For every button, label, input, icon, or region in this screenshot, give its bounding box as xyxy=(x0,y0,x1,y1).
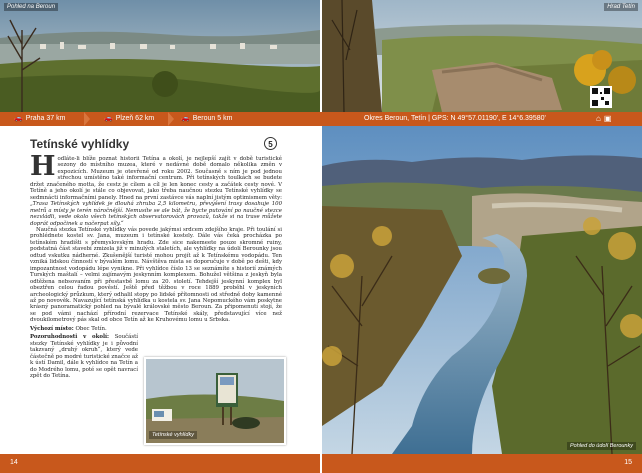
right-photo-caption: Pohled do údolí Berounky xyxy=(567,442,636,450)
page-number-right: 15 xyxy=(624,459,632,466)
paragraph-2: Naučná stezka Tetínské vyhlídky vás povede jakýmsi srdcem zdejšího kraje. Při toulání si prohlédnete kostel sv. Jana, muzeum i tetínské kostely. Dále vás čeká procházka po tetínském hradišti s přemyslovským hradu. Zde sice nakemeete pouze skromné ruiny, podstatná část stavebí zmizela již v minulých staletích, ale vyhlídky na údolí Berounky jsou odtud vskutku nádherné. Zkušenější turisté mohou projít až k Tetínskému vodopádu. Ten vzniká lidskou činností v bývalém lomu. Návštěva místa se doporučuje v době po dešti, kdy impozantnost vodopádu lépe vynikne. Při vyhlídce číslo 13 se seznámíte s historií známých Turských maštalí – velmi zajímavým jeskynním komplexem. Bohužel většina z jeskyň byla odtěžena nebsovaním při přestavbě lomu za 20. století. Tehdejší jeskynní komplex byl obeztřen celou řadou pověstí. Ještě před těžbou v roce 1889 proběhl v jeskyních archeologický průzkum, který odhalil stopy po lidské přítomnosti od středně doby kamenné až po novověk. Navazující tetínská vyhlídka u kostela sv. Jana Nepomuckého vám poskytne krásný panoramatický pohled na bývalé královské město Beroun. Za připomenutí stojí, že se pod vámi nachází přírodní rezervace Tetínské skály, představující více než dvoukilometrový pás skal od obce Tetín až ke Kruhovému lomu u Srbska. xyxy=(30,226,282,324)
qr-code xyxy=(590,86,612,108)
berounka-valley-photo xyxy=(322,126,642,454)
car-icon: 🚗 xyxy=(104,115,113,122)
inset-photo xyxy=(144,357,286,445)
distance-praha: 🚗 Praha 37 km xyxy=(14,112,65,126)
separator-arrow xyxy=(168,112,174,126)
beroun-view-photo xyxy=(0,0,320,112)
footer-bar-left xyxy=(0,454,320,473)
gps-location: Okres Beroun, Tetín | GPS: N 49°57.01190', E 14°6.39580' xyxy=(364,115,546,122)
separator-arrow xyxy=(84,112,90,126)
info-icon: ▣ xyxy=(603,114,612,123)
photo-caption: Hrad Tetín xyxy=(604,3,638,11)
tetin-castle-photo xyxy=(322,0,642,112)
nearby-attractions: Pozoruhodnosti v okolí: Součástí stezky Tetínské vyhlídky je i původní takzvaný „druhý okruh“, který vede částečně po modré turistické značce až k ústí Damil, dále k vyhlídce na Tetín a do Modrého lomu, poté se opět navrací zpět do Tetína. xyxy=(30,334,138,379)
paragraph-1-quote: „Trasa Tetínských vyhlídek je dlouhá zhruba 2,5 kilometru, převýšení trasy dosahuje 100 metrů a místy je terén náročnější. Nemusíte se ale bát, že bycte putování po naučné stezce nezvládli, vede okolo všech tetínských observatorovách provozů, takže si na trase můžete doprát odpočinek a načerpat síly.“ xyxy=(30,201,282,227)
inset-photo-caption: Tetínské vyhlídky xyxy=(149,431,197,439)
info-bar xyxy=(0,112,642,126)
castle-icon: ⌂ xyxy=(596,114,601,123)
start-point: Výchozí místo: Obec Tetín. xyxy=(30,325,107,332)
distance-plzen: 🚗 Plzeň 62 km xyxy=(104,112,154,126)
photo-caption: Pohled na Beroun xyxy=(4,3,58,11)
article-body xyxy=(30,151,282,379)
footer-bar-right xyxy=(322,454,642,473)
car-icon: 🚗 xyxy=(181,115,190,122)
car-icon: 🚗 xyxy=(14,115,23,122)
distance-beroun: 🚗 Beroun 5 km xyxy=(181,112,232,126)
page-number-left: 14 xyxy=(10,459,18,466)
article-number-badge: 5 xyxy=(264,137,277,150)
paragraph-1: odláte-li blíže poznat historii Tetína a okolí, je nejlepší zajít v době turistické sezony do místního muzea, které v nedávné době domalo několika změn v expozicích. Muzeum je otevřené od roku 2002. Současně s ním je pod jednou střechou umístěno také informační centrum. Při tetínských toulkách se budete držet značeného motta, že cestz je cílem a cíl je len konec cesty a začátek cesty nové. V Tetíně a jeho okolí je stále co objevovat, jako třeba naučnou stezku Tetínské vyhlídky se sedmnácti informačními panely. Hned na první zastávce vás naplní jistým optimismem věty: xyxy=(30,156,282,201)
location-icons xyxy=(596,112,611,126)
article-title: Tetínské vyhlídky xyxy=(30,137,130,151)
drop-cap: H xyxy=(30,151,56,182)
